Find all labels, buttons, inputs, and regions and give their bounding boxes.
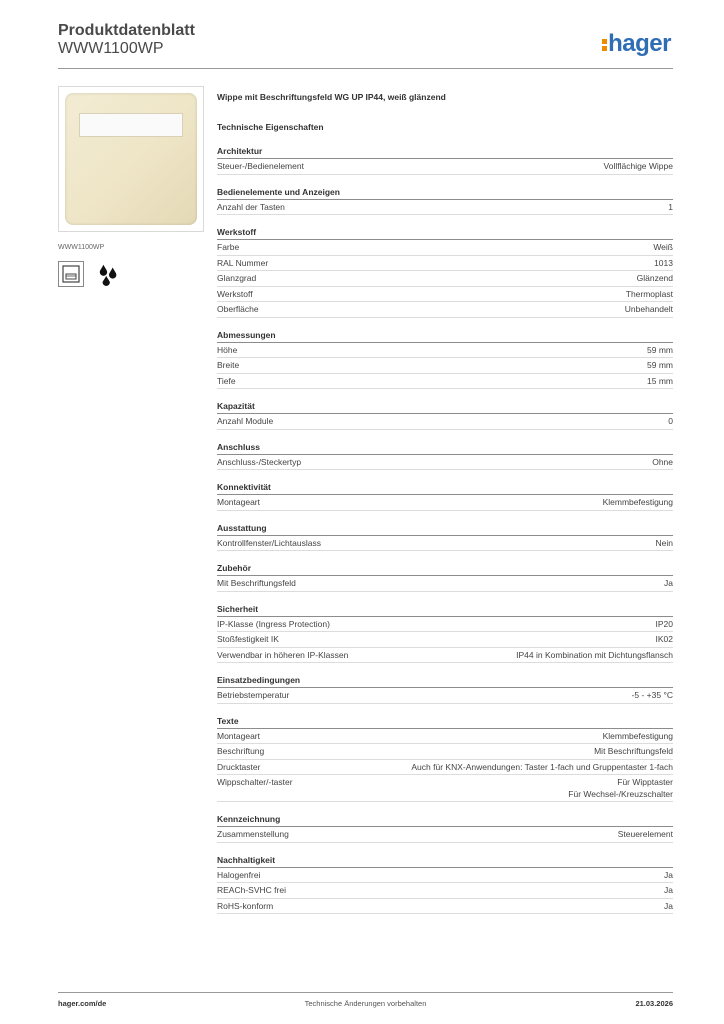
property-row: [217, 271, 673, 287]
property-value: [626, 287, 673, 302]
property-row: [217, 688, 673, 704]
property-row: [217, 868, 673, 884]
property-label: Verwendbar in höheren IP-Klassen: [217, 649, 349, 660]
property-row: [217, 760, 673, 776]
property-value: [647, 374, 673, 389]
property-value-line: -5 - +35 °C: [631, 690, 673, 700]
property-label: Steuer-/Bedienelement: [217, 161, 304, 171]
section-title: Werkstoff: [217, 225, 673, 240]
section: [217, 440, 673, 471]
section: [217, 673, 673, 704]
property-value-line: 1013: [654, 257, 673, 268]
section-title: Kennzeichnung: [217, 812, 673, 827]
page-footer: [58, 992, 673, 1013]
property-row: [217, 495, 673, 511]
section: [217, 714, 673, 803]
section: [217, 602, 673, 664]
section: [217, 521, 673, 552]
property-value-line: 1: [668, 201, 673, 212]
property-row: [217, 374, 673, 390]
section: [217, 225, 673, 318]
property-value: [664, 868, 673, 883]
section-title: Einsatzbedingungen: [217, 673, 673, 688]
property-label: Mit Beschriftungsfeld: [217, 578, 296, 588]
property-value: [656, 536, 673, 551]
rocker-switch-image: [65, 93, 197, 225]
property-label: Wippschalter/-taster: [217, 777, 293, 787]
property-label: REACh-SVHC frei: [217, 885, 286, 895]
property-value: [411, 760, 673, 775]
product-sidebar: [58, 86, 204, 287]
property-label: Halogenfrei: [217, 869, 261, 880]
property-row: [217, 899, 673, 915]
page-header: [58, 22, 673, 68]
property-value-line: Für Wipptaster: [617, 777, 673, 787]
property-value: [647, 358, 673, 373]
section-title: Zubehör: [217, 561, 673, 576]
header-divider: [58, 68, 673, 69]
property-value-line: Vollflächige Wippe: [603, 161, 673, 171]
label-field-image: [79, 113, 183, 137]
section: [217, 144, 673, 175]
logo-text: hager: [608, 30, 671, 57]
property-value-line: Thermoplast: [625, 288, 673, 299]
property-label: Montageart: [217, 497, 260, 507]
property-value: [664, 883, 673, 898]
property-label: Montageart: [217, 730, 260, 741]
property-row: [217, 775, 673, 802]
property-value: [594, 744, 673, 759]
property-row: [217, 302, 673, 318]
property-row: [217, 617, 673, 633]
section: [217, 853, 673, 915]
property-value: [653, 240, 673, 255]
property-value-line: Ja: [664, 869, 673, 880]
property-row: [217, 632, 673, 648]
property-value-line: Klemmbefestigung: [602, 497, 673, 507]
property-label: IP-Klasse (Ingress Protection): [217, 618, 330, 629]
product-sku: WWW1100WP: [58, 244, 105, 251]
section: [217, 328, 673, 390]
property-label: Glanzgrad: [217, 273, 257, 283]
property-row: [217, 729, 673, 745]
property-label: Oberfläche: [217, 304, 259, 314]
section-caption: Technische Eigenschaften: [217, 122, 324, 132]
property-value: [664, 899, 673, 914]
property-label: Kontrollfenster/Lichtauslass: [217, 537, 321, 548]
property-label: Höhe: [217, 344, 238, 355]
property-value-line: IK02: [655, 634, 673, 644]
property-label: Breite: [217, 360, 240, 370]
property-label: RoHS-konform: [217, 900, 274, 911]
property-value-line: Mit Beschriftungsfeld: [594, 746, 673, 756]
property-value-line: Nein: [655, 537, 673, 548]
section: [217, 561, 673, 592]
property-row: [217, 200, 673, 216]
property-value-line: IP44 in Kombination mit Dichtungsflansch: [516, 649, 673, 660]
technical-data: [217, 90, 673, 914]
property-value: [656, 617, 674, 632]
property-label: Anzahl Module: [217, 416, 274, 426]
property-label: Betriebstemperatur: [217, 690, 290, 700]
property-value: [652, 455, 673, 470]
property-label: Zusammenstellung: [217, 829, 289, 839]
property-row: [217, 648, 673, 664]
property-value-line: IP20: [655, 618, 673, 629]
property-value: [568, 776, 673, 800]
property-row: [217, 576, 673, 592]
section-title: Bedienelemente und Anzeigen: [217, 185, 673, 200]
property-value: [647, 343, 673, 358]
property-value: [632, 688, 673, 703]
property-row: [217, 536, 673, 552]
property-value-line: Weiß: [653, 242, 673, 252]
property-value: [668, 414, 673, 429]
property-value-line: 15 mm: [647, 375, 673, 386]
property-value: [637, 271, 673, 286]
property-value: [625, 302, 673, 317]
property-row: [217, 744, 673, 760]
property-value: [618, 827, 673, 842]
document-title: Produktdatenblatt: [58, 22, 195, 39]
property-label: Farbe: [217, 242, 240, 252]
section-title: Texte: [217, 714, 673, 729]
section-title: Kapazität: [217, 399, 673, 414]
footer-disclaimer: Technische Änderungen vorbehalten: [304, 999, 427, 1008]
section: [217, 185, 673, 216]
article-number: WWW1100WP: [58, 40, 164, 57]
property-value-line: Glänzend: [636, 273, 673, 283]
property-label: Tiefe: [217, 375, 236, 386]
section: [217, 480, 673, 511]
property-value-line: Steuerelement: [617, 829, 673, 839]
property-label: Werkstoff: [217, 288, 253, 299]
property-row: [217, 827, 673, 843]
section: [217, 399, 673, 430]
property-value-line: 59 mm: [647, 344, 673, 355]
property-value-line: 59 mm: [647, 360, 673, 370]
property-value-line: Ja: [664, 885, 673, 895]
property-value: [664, 576, 673, 591]
property-row: [217, 256, 673, 272]
property-value-line: Ja: [664, 900, 673, 911]
property-row: [217, 455, 673, 471]
property-value: [603, 495, 673, 510]
water-drops-icon: [96, 261, 122, 287]
section-title: Sicherheit: [217, 602, 673, 617]
section-title: Anschluss: [217, 440, 673, 455]
property-value-line: Unbehandelt: [624, 304, 673, 314]
section-title: Ausstattung: [217, 521, 673, 536]
section-title: Architektur: [217, 144, 673, 159]
property-row: [217, 343, 673, 359]
property-value: [668, 200, 673, 215]
property-value: [656, 632, 674, 647]
property-value: [604, 159, 673, 174]
property-value-line: Auch für KNX-Anwendungen: Taster 1-fach und Gruppentaster 1-fach: [411, 761, 673, 772]
property-row: [217, 159, 673, 175]
section-title: Konnektivität: [217, 480, 673, 495]
property-value-line: Ohne: [652, 456, 673, 467]
footer-date: 21.03.2026: [635, 999, 673, 1008]
hager-logo: [602, 30, 671, 58]
property-row: [217, 287, 673, 303]
section-title: Abmessungen: [217, 328, 673, 343]
property-value-line: 0: [668, 416, 673, 426]
property-value: [654, 256, 673, 271]
property-label: Drucktaster: [217, 761, 261, 772]
property-value: [516, 648, 673, 663]
property-sections: [217, 144, 673, 914]
property-value-line: Ja: [664, 578, 673, 588]
property-icons: [58, 261, 204, 287]
section: [217, 812, 673, 843]
property-label: Anzahl der Tasten: [217, 201, 285, 212]
property-value: [603, 729, 673, 744]
product-image: [58, 86, 204, 232]
property-value-line: Für Wechsel-/Kreuzschalter: [568, 789, 673, 799]
property-label: Anschluss-/Steckertyp: [217, 456, 302, 467]
section-title: Nachhaltigkeit: [217, 853, 673, 868]
property-value-line: Klemmbefestigung: [602, 730, 673, 741]
property-row: [217, 358, 673, 374]
property-row: [217, 883, 673, 899]
property-row: [217, 240, 673, 256]
property-row: [217, 414, 673, 430]
footer-website: hager.com/de: [58, 999, 107, 1008]
property-label: Stoßfestigkeit IK: [217, 634, 279, 644]
product-title: Wippe mit Beschriftungsfeld WG UP IP44, weiß glänzend: [217, 92, 446, 102]
property-label: Beschriftung: [217, 746, 265, 756]
flush-mounted-box-icon: [58, 261, 84, 287]
property-label: RAL Nummer: [217, 257, 269, 268]
